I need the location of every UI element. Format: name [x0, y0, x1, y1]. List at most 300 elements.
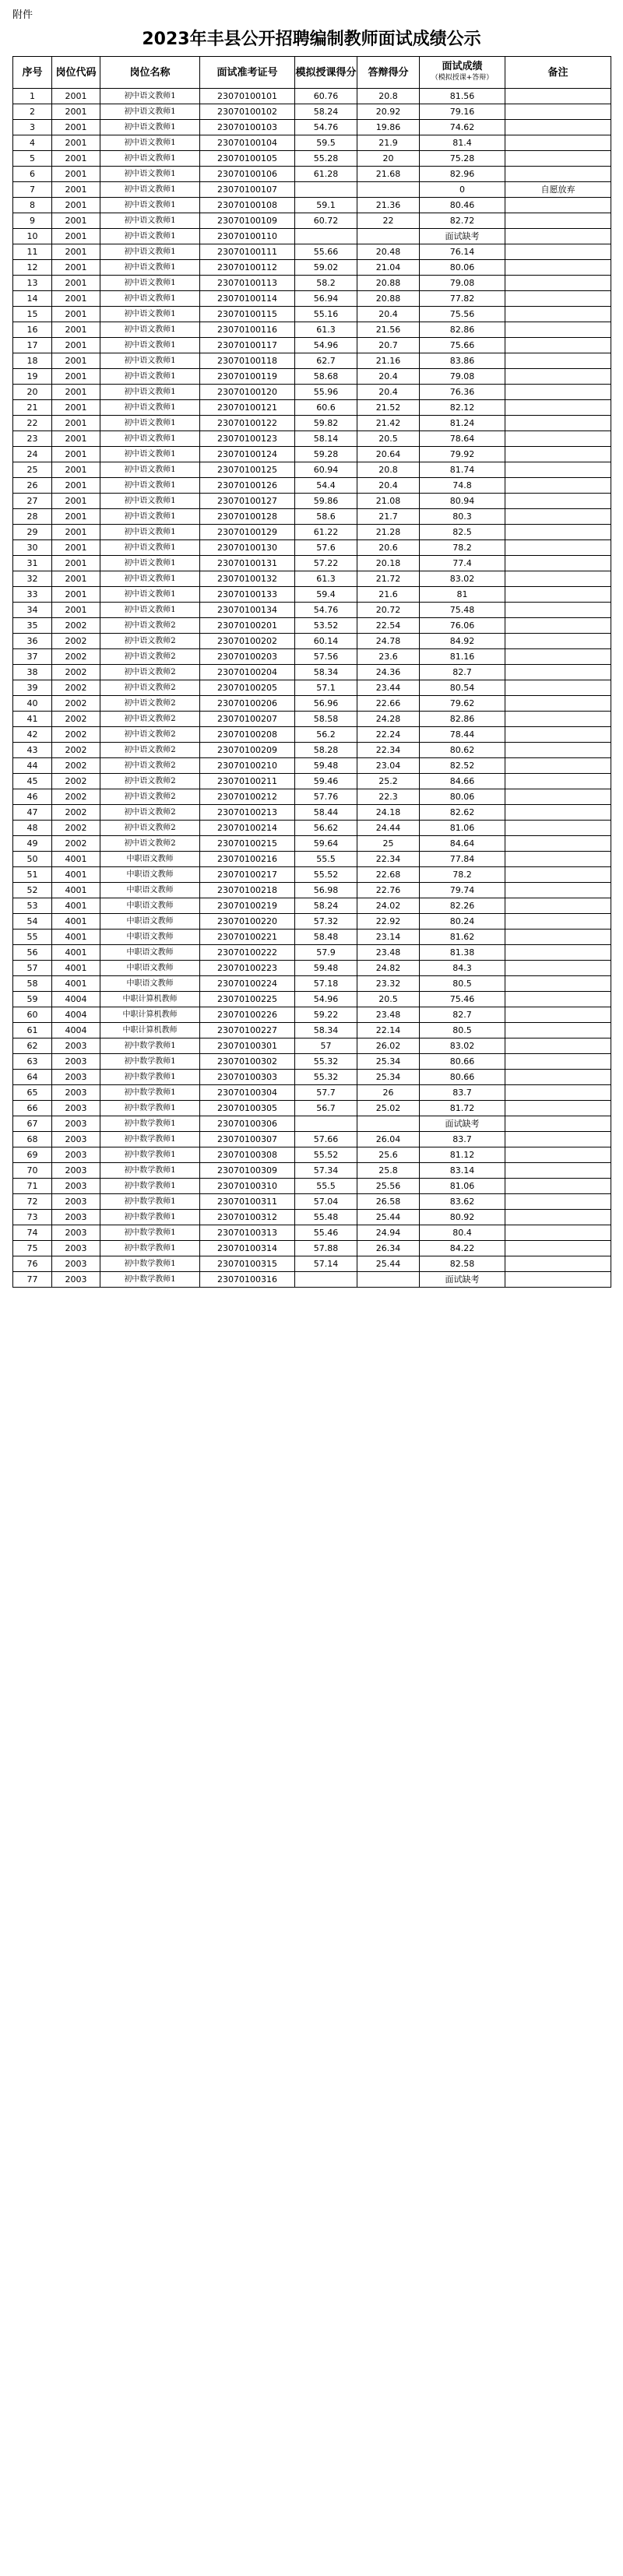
cell-seq: 60	[13, 1007, 52, 1023]
cell-teach-score: 57.7	[295, 1085, 357, 1101]
cell-post-name: 初中语文教师2	[100, 789, 200, 805]
cell-teach-score: 58.34	[295, 665, 357, 680]
cell-defense-score: 21.68	[357, 167, 420, 182]
cell-post-name: 初中语文教师2	[100, 634, 200, 649]
cell-seq: 68	[13, 1132, 52, 1147]
table-row	[13, 89, 611, 104]
table-row	[13, 696, 611, 712]
cell-ticket: 23070100132	[200, 571, 295, 587]
cell-interview-score: 80.5	[420, 976, 505, 992]
cell-defense-score: 24.82	[357, 961, 420, 976]
cell-defense-score: 20.8	[357, 89, 420, 104]
cell-teach-score: 57.18	[295, 976, 357, 992]
cell-post-code: 2003	[52, 1038, 100, 1054]
table-row	[13, 1147, 611, 1163]
cell-seq: 12	[13, 260, 52, 276]
cell-post-code: 2001	[52, 462, 100, 478]
cell-interview-score: 78.2	[420, 867, 505, 883]
cell-remark	[505, 805, 611, 821]
cell-defense-score: 21.9	[357, 135, 420, 151]
table-row	[13, 727, 611, 743]
cell-post-code: 2003	[52, 1147, 100, 1163]
cell-post-name: 初中数学教师1	[100, 1194, 200, 1210]
cell-defense-score: 21.56	[357, 322, 420, 338]
cell-ticket: 23070100209	[200, 743, 295, 758]
table-row	[13, 1054, 611, 1070]
cell-defense-score: 24.18	[357, 805, 420, 821]
cell-post-name: 中职语文教师	[100, 914, 200, 930]
cell-teach-score: 59.82	[295, 416, 357, 431]
cell-remark	[505, 821, 611, 836]
cell-post-code: 2001	[52, 540, 100, 556]
cell-defense-score: 20.4	[357, 478, 420, 494]
cell-teach-score: 59.48	[295, 758, 357, 774]
cell-seq: 40	[13, 696, 52, 712]
table-row	[13, 1116, 611, 1132]
cell-defense-score: 20.88	[357, 291, 420, 307]
cell-ticket: 23070100101	[200, 89, 295, 104]
cell-ticket: 23070100226	[200, 1007, 295, 1023]
cell-remark	[505, 1038, 611, 1054]
table-row	[13, 774, 611, 789]
cell-ticket: 23070100223	[200, 961, 295, 976]
cell-post-code: 2001	[52, 151, 100, 167]
cell-seq: 74	[13, 1225, 52, 1241]
cell-post-code: 2003	[52, 1116, 100, 1132]
cell-interview-score: 80.5	[420, 1023, 505, 1038]
header-teach-score: 模拟授课得分	[295, 57, 357, 89]
table-row	[13, 478, 611, 494]
cell-teach-score: 55.32	[295, 1070, 357, 1085]
cell-teach-score: 57.6	[295, 540, 357, 556]
table-row	[13, 338, 611, 353]
cell-ticket: 23070100207	[200, 712, 295, 727]
cell-interview-score: 81.38	[420, 945, 505, 961]
cell-seq: 77	[13, 1272, 52, 1288]
cell-seq: 61	[13, 1023, 52, 1038]
table-row	[13, 462, 611, 478]
cell-defense-score: 22	[357, 213, 420, 229]
cell-ticket: 23070100129	[200, 525, 295, 540]
table-row	[13, 431, 611, 447]
cell-interview-score: 84.66	[420, 774, 505, 789]
cell-seq: 4	[13, 135, 52, 151]
header-post-code: 岗位代码	[52, 57, 100, 89]
cell-ticket: 23070100121	[200, 400, 295, 416]
cell-teach-score: 55.5	[295, 1179, 357, 1194]
cell-post-code: 2002	[52, 665, 100, 680]
cell-ticket: 23070100213	[200, 805, 295, 821]
cell-remark	[505, 151, 611, 167]
cell-teach-score: 58.68	[295, 369, 357, 385]
cell-post-code: 2003	[52, 1241, 100, 1256]
cell-teach-score: 60.94	[295, 462, 357, 478]
cell-teach-score: 60.76	[295, 89, 357, 104]
cell-teach-score: 56.98	[295, 883, 357, 898]
table-row	[13, 509, 611, 525]
cell-defense-score: 21.42	[357, 416, 420, 431]
header-interview-score	[420, 57, 505, 89]
cell-remark	[505, 898, 611, 914]
cell-remark	[505, 680, 611, 696]
cell-post-code: 2001	[52, 509, 100, 525]
cell-defense-score	[357, 1272, 420, 1288]
cell-ticket: 23070100215	[200, 836, 295, 852]
cell-seq: 13	[13, 276, 52, 291]
cell-seq: 70	[13, 1163, 52, 1179]
cell-remark	[505, 634, 611, 649]
cell-ticket: 23070100107	[200, 182, 295, 198]
cell-remark	[505, 276, 611, 291]
cell-interview-score: 面试缺考	[420, 1272, 505, 1288]
table-row	[13, 182, 611, 198]
cell-teach-score: 59.46	[295, 774, 357, 789]
cell-defense-score: 22.24	[357, 727, 420, 743]
cell-post-name: 初中语文教师1	[100, 213, 200, 229]
cell-seq: 56	[13, 945, 52, 961]
cell-interview-score: 80.06	[420, 789, 505, 805]
cell-post-name: 初中语文教师1	[100, 260, 200, 276]
cell-defense-score: 23.48	[357, 1007, 420, 1023]
cell-teach-score: 57.32	[295, 914, 357, 930]
cell-seq: 57	[13, 961, 52, 976]
cell-post-code: 2002	[52, 618, 100, 634]
cell-post-code: 2002	[52, 836, 100, 852]
cell-post-name: 初中语文教师1	[100, 89, 200, 104]
cell-defense-score: 20	[357, 151, 420, 167]
cell-post-name: 初中语文教师1	[100, 525, 200, 540]
cell-post-name: 初中数学教师1	[100, 1054, 200, 1070]
table-row	[13, 291, 611, 307]
table-row	[13, 571, 611, 587]
cell-defense-score: 25.44	[357, 1256, 420, 1272]
cell-ticket: 23070100108	[200, 198, 295, 213]
cell-seq: 6	[13, 167, 52, 182]
cell-teach-score	[295, 1116, 357, 1132]
cell-seq: 25	[13, 462, 52, 478]
cell-seq: 33	[13, 587, 52, 603]
cell-seq: 37	[13, 649, 52, 665]
cell-post-name: 初中语文教师1	[100, 307, 200, 322]
cell-ticket: 23070100212	[200, 789, 295, 805]
cell-remark	[505, 307, 611, 322]
cell-seq: 28	[13, 509, 52, 525]
cell-remark	[505, 260, 611, 276]
cell-post-name: 初中语文教师1	[100, 135, 200, 151]
cell-defense-score: 21.72	[357, 571, 420, 587]
table-row	[13, 1163, 611, 1179]
cell-post-name: 初中语文教师1	[100, 603, 200, 618]
cell-post-name: 初中语文教师1	[100, 167, 200, 182]
cell-post-name: 初中语文教师1	[100, 276, 200, 291]
cell-post-code: 2003	[52, 1256, 100, 1272]
cell-remark	[505, 135, 611, 151]
cell-seq: 38	[13, 665, 52, 680]
cell-remark	[505, 478, 611, 494]
cell-defense-score: 20.88	[357, 276, 420, 291]
cell-seq: 16	[13, 322, 52, 338]
cell-teach-score: 62.7	[295, 353, 357, 369]
cell-ticket: 23070100125	[200, 462, 295, 478]
cell-ticket: 23070100102	[200, 104, 295, 120]
cell-interview-score: 80.06	[420, 260, 505, 276]
cell-defense-score: 21.36	[357, 198, 420, 213]
cell-ticket: 23070100126	[200, 478, 295, 494]
cell-post-name: 初中语文教师1	[100, 462, 200, 478]
cell-post-name: 初中语文教师1	[100, 556, 200, 571]
cell-ticket: 23070100221	[200, 930, 295, 945]
cell-teach-score: 55.5	[295, 852, 357, 867]
cell-remark	[505, 104, 611, 120]
cell-defense-score: 21.28	[357, 525, 420, 540]
cell-post-code: 2003	[52, 1194, 100, 1210]
cell-remark	[505, 291, 611, 307]
cell-ticket: 23070100134	[200, 603, 295, 618]
cell-post-code: 2001	[52, 571, 100, 587]
cell-defense-score: 24.28	[357, 712, 420, 727]
cell-seq: 2	[13, 104, 52, 120]
cell-post-code: 2001	[52, 182, 100, 198]
cell-remark	[505, 1132, 611, 1147]
cell-remark	[505, 322, 611, 338]
cell-interview-score: 83.02	[420, 571, 505, 587]
cell-remark	[505, 447, 611, 462]
cell-post-name: 初中语文教师1	[100, 369, 200, 385]
cell-interview-score: 81.56	[420, 89, 505, 104]
cell-defense-score: 25.8	[357, 1163, 420, 1179]
cell-teach-score: 58.58	[295, 712, 357, 727]
cell-post-name: 中职语文教师	[100, 961, 200, 976]
cell-post-code: 2001	[52, 353, 100, 369]
cell-teach-score: 55.52	[295, 1147, 357, 1163]
cell-ticket: 23070100130	[200, 540, 295, 556]
cell-post-name: 初中数学教师1	[100, 1038, 200, 1054]
cell-remark	[505, 494, 611, 509]
cell-interview-score: 79.16	[420, 104, 505, 120]
cell-post-name: 初中语文教师1	[100, 385, 200, 400]
cell-remark	[505, 1179, 611, 1194]
cell-ticket: 23070100120	[200, 385, 295, 400]
cell-post-code: 2001	[52, 494, 100, 509]
cell-ticket: 23070100208	[200, 727, 295, 743]
cell-seq: 23	[13, 431, 52, 447]
cell-post-name: 初中语文教师2	[100, 665, 200, 680]
cell-ticket: 23070100203	[200, 649, 295, 665]
table-row	[13, 821, 611, 836]
cell-teach-score: 58.28	[295, 743, 357, 758]
cell-remark	[505, 1023, 611, 1038]
cell-post-name: 初中语文教师1	[100, 151, 200, 167]
cell-remark	[505, 540, 611, 556]
cell-remark	[505, 509, 611, 525]
cell-ticket: 23070100115	[200, 307, 295, 322]
cell-ticket: 23070100217	[200, 867, 295, 883]
table-row	[13, 1272, 611, 1288]
cell-remark	[505, 976, 611, 992]
cell-remark	[505, 338, 611, 353]
table-row	[13, 135, 611, 151]
cell-interview-score: 80.94	[420, 494, 505, 509]
cell-post-code: 2001	[52, 213, 100, 229]
cell-defense-score: 20.7	[357, 338, 420, 353]
cell-defense-score: 25.56	[357, 1179, 420, 1194]
cell-interview-score: 78.44	[420, 727, 505, 743]
table-row	[13, 867, 611, 883]
cell-interview-score: 76.06	[420, 618, 505, 634]
cell-interview-score: 74.62	[420, 120, 505, 135]
cell-defense-score: 21.6	[357, 587, 420, 603]
cell-remark	[505, 1272, 611, 1288]
cell-post-code: 2002	[52, 743, 100, 758]
cell-post-name: 初中语文教师2	[100, 727, 200, 743]
cell-seq: 71	[13, 1179, 52, 1194]
cell-defense-score: 26.04	[357, 1132, 420, 1147]
cell-ticket: 23070100205	[200, 680, 295, 696]
cell-remark	[505, 120, 611, 135]
cell-post-code: 4001	[52, 852, 100, 867]
table-row	[13, 649, 611, 665]
table-row	[13, 680, 611, 696]
cell-post-code: 2001	[52, 385, 100, 400]
cell-post-name: 初中语文教师1	[100, 431, 200, 447]
cell-seq: 39	[13, 680, 52, 696]
cell-remark	[505, 867, 611, 883]
cell-teach-score: 59.28	[295, 447, 357, 462]
cell-ticket: 23070100133	[200, 587, 295, 603]
cell-interview-score: 81.24	[420, 416, 505, 431]
cell-seq: 41	[13, 712, 52, 727]
cell-seq: 65	[13, 1085, 52, 1101]
cell-post-code: 2003	[52, 1210, 100, 1225]
cell-seq: 73	[13, 1210, 52, 1225]
cell-post-name: 初中语文教师2	[100, 649, 200, 665]
cell-seq: 34	[13, 603, 52, 618]
cell-seq: 32	[13, 571, 52, 587]
cell-ticket: 23070100210	[200, 758, 295, 774]
cell-seq: 42	[13, 727, 52, 743]
cell-remark	[505, 649, 611, 665]
table-row	[13, 1179, 611, 1194]
cell-post-code: 2003	[52, 1163, 100, 1179]
cell-ticket: 23070100204	[200, 665, 295, 680]
cell-ticket: 23070100307	[200, 1132, 295, 1147]
cell-interview-score: 79.92	[420, 447, 505, 462]
cell-ticket: 23070100113	[200, 276, 295, 291]
cell-seq: 27	[13, 494, 52, 509]
table-row	[13, 587, 611, 603]
cell-ticket: 23070100218	[200, 883, 295, 898]
table-row	[13, 852, 611, 867]
cell-teach-score: 60.6	[295, 400, 357, 416]
cell-defense-score: 22.66	[357, 696, 420, 712]
cell-post-name: 初中语文教师2	[100, 696, 200, 712]
cell-ticket: 23070100227	[200, 1023, 295, 1038]
cell-post-name: 初中语文教师1	[100, 353, 200, 369]
cell-post-name: 初中语文教师1	[100, 322, 200, 338]
cell-interview-score: 84.92	[420, 634, 505, 649]
cell-interview-score: 77.82	[420, 291, 505, 307]
header-remark: 备注	[505, 57, 611, 89]
cell-teach-score: 61.3	[295, 571, 357, 587]
cell-seq: 53	[13, 898, 52, 914]
cell-post-code: 2001	[52, 167, 100, 182]
cell-teach-score: 61.22	[295, 525, 357, 540]
cell-interview-score: 82.58	[420, 1256, 505, 1272]
cell-remark	[505, 244, 611, 260]
cell-interview-score: 79.62	[420, 696, 505, 712]
cell-post-code: 2002	[52, 696, 100, 712]
cell-ticket: 23070100315	[200, 1256, 295, 1272]
cell-post-code: 2002	[52, 649, 100, 665]
cell-interview-score: 79.08	[420, 276, 505, 291]
cell-teach-score: 57.22	[295, 556, 357, 571]
cell-remark	[505, 1007, 611, 1023]
cell-ticket: 23070100309	[200, 1163, 295, 1179]
cell-ticket: 23070100211	[200, 774, 295, 789]
cell-ticket: 23070100118	[200, 353, 295, 369]
cell-defense-score: 23.44	[357, 680, 420, 696]
cell-post-code: 2002	[52, 821, 100, 836]
cell-teach-score: 57.56	[295, 649, 357, 665]
cell-post-code: 2003	[52, 1085, 100, 1101]
cell-ticket: 23070100103	[200, 120, 295, 135]
cell-interview-score: 77.84	[420, 852, 505, 867]
cell-seq: 15	[13, 307, 52, 322]
cell-ticket: 23070100219	[200, 898, 295, 914]
cell-interview-score: 82.86	[420, 712, 505, 727]
cell-defense-score: 25.6	[357, 1147, 420, 1163]
table-row	[13, 805, 611, 821]
cell-ticket: 23070100301	[200, 1038, 295, 1054]
cell-seq: 46	[13, 789, 52, 805]
cell-interview-score: 77.4	[420, 556, 505, 571]
cell-post-name: 中职语文教师	[100, 883, 200, 898]
cell-interview-score: 83.7	[420, 1132, 505, 1147]
cell-remark	[505, 992, 611, 1007]
cell-interview-score: 80.54	[420, 680, 505, 696]
cell-post-code: 2002	[52, 727, 100, 743]
cell-defense-score: 24.02	[357, 898, 420, 914]
cell-interview-score: 78.64	[420, 431, 505, 447]
cell-ticket: 23070100122	[200, 416, 295, 431]
cell-teach-score: 55.96	[295, 385, 357, 400]
cell-interview-score: 83.7	[420, 1085, 505, 1101]
cell-interview-score: 80.46	[420, 198, 505, 213]
cell-seq: 35	[13, 618, 52, 634]
cell-remark	[505, 431, 611, 447]
cell-ticket: 23070100224	[200, 976, 295, 992]
cell-interview-score: 84.3	[420, 961, 505, 976]
cell-remark	[505, 213, 611, 229]
cell-interview-score: 75.28	[420, 151, 505, 167]
table-row	[13, 494, 611, 509]
cell-interview-score: 82.26	[420, 898, 505, 914]
cell-remark	[505, 945, 611, 961]
cell-ticket: 23070100305	[200, 1101, 295, 1116]
cell-post-code: 2001	[52, 369, 100, 385]
cell-teach-score: 55.48	[295, 1210, 357, 1225]
cell-defense-score: 22.68	[357, 867, 420, 883]
cell-seq: 26	[13, 478, 52, 494]
cell-seq: 67	[13, 1116, 52, 1132]
cell-teach-score: 53.52	[295, 618, 357, 634]
cell-teach-score: 55.32	[295, 1054, 357, 1070]
cell-seq: 47	[13, 805, 52, 821]
cell-teach-score: 55.52	[295, 867, 357, 883]
table-row	[13, 1070, 611, 1085]
cell-seq: 50	[13, 852, 52, 867]
table-row	[13, 151, 611, 167]
